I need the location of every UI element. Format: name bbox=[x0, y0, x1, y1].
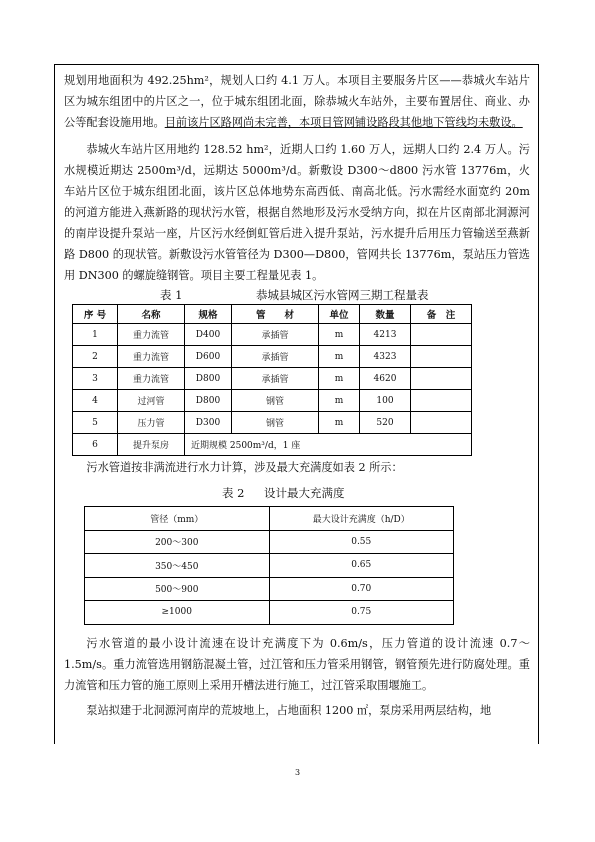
table1-row bbox=[73, 412, 472, 434]
table1-cell: 压力管 bbox=[118, 412, 185, 434]
table1-cell: 100 bbox=[360, 390, 411, 412]
intro-text: 规划用地面积为 492.25hm²，规划人口约 4.1 万人。本项目主要服务片区——恭城火车站片区为城东组团中的片区之一，位于城东组团北面，除恭城火车站外，主要布置居住、商业、办公等配套设施用地。 bbox=[64, 74, 530, 129]
table1-cell: 4620 bbox=[360, 368, 411, 390]
table1-header: 备 注 bbox=[411, 305, 472, 324]
table1-cell bbox=[411, 346, 472, 368]
table1-cell: D300 bbox=[185, 412, 232, 434]
table1-header: 管 材 bbox=[232, 305, 319, 324]
table1-cell: 重力流管 bbox=[118, 324, 185, 346]
table2-cell: 0.65 bbox=[269, 554, 454, 578]
table2-row bbox=[85, 530, 454, 554]
table1-cell: 5 bbox=[73, 412, 118, 434]
table1-cell: 4323 bbox=[360, 346, 411, 368]
table1-cell bbox=[411, 412, 472, 434]
table1-cell: 520 bbox=[360, 412, 411, 434]
table1-row bbox=[73, 346, 472, 368]
table1-cell: D800 bbox=[185, 368, 232, 390]
table1-row bbox=[73, 324, 472, 346]
paragraph-5: 泵站拟建于北洞源河南岸的荒坡地上，占地面积 1200 ㎡，泵房采用两层结构，地 bbox=[86, 703, 492, 717]
intro-paragraph bbox=[64, 70, 530, 133]
table2-cell: 0.70 bbox=[269, 577, 454, 601]
table2-header: 管径（mm） bbox=[85, 507, 270, 531]
table1-cell bbox=[411, 324, 472, 346]
table1-cell: m bbox=[319, 368, 360, 390]
table1-cell bbox=[411, 390, 472, 412]
table1-cell: 过河管 bbox=[118, 390, 185, 412]
table1-header: 名称 bbox=[118, 305, 185, 324]
table1-row bbox=[73, 390, 472, 412]
table1-cell: 4213 bbox=[360, 324, 411, 346]
table1-cell: 承插管 bbox=[232, 324, 319, 346]
table2-cell: 0.55 bbox=[269, 530, 454, 554]
table1-cell: 钢管 bbox=[232, 390, 319, 412]
table2-row bbox=[85, 577, 454, 601]
table1-cell: 承插管 bbox=[232, 346, 319, 368]
table1-cell: m bbox=[319, 346, 360, 368]
table2-cell: 200～300 bbox=[85, 530, 270, 554]
table1-cell: 2 bbox=[73, 346, 118, 368]
table1-cell: m bbox=[319, 412, 360, 434]
table1-cell: 近期规模 2500m³/d，1 座 bbox=[185, 434, 472, 456]
table1-cell: 1 bbox=[73, 324, 118, 346]
table2-caption-no: 表 2 bbox=[222, 486, 245, 500]
table1-cell: 4 bbox=[73, 390, 118, 412]
table1-caption bbox=[64, 286, 530, 304]
table1-row bbox=[73, 434, 472, 456]
intro-underlined-text: 目前该片区路网尚未完善，本项目管网铺设路段其他地下管线均未敷设。 bbox=[164, 116, 523, 129]
table1-cell: 3 bbox=[73, 368, 118, 390]
table2-row bbox=[85, 601, 454, 625]
table2-cell: 500～900 bbox=[85, 577, 270, 601]
table1-cell: m bbox=[319, 390, 360, 412]
paragraph-2: 恭城火车站片区用地约 128.52 hm²，近期人口约 1.60 万人，远期人口约 2.4 万人。污水规模近期达 2500m³/d，远期达 5000m³/d。新敷设 D300～d800 污水管 13776m，火车站片区位于城东组团北面，该片区总体地势东高西低、南高北低。污水需经水面宽约 20m 的河道方能进入燕新路的现状污水管，根据自然地形及污水受纳方向，拟在片区南部北洞源河的南岸设提升泵站一座，片区污水经倒虹管后进入提升泵站，污水提升后用压力管输送至燕新路 D800 的现状管。新敷设污水管管径为 D300—D800，管网共长 13776m，泵站压力管选用 DN300 的螺旋缝钢管。项目主要工程量见表 1。 bbox=[64, 143, 530, 282]
table2-header-row bbox=[85, 507, 454, 531]
table1-cell bbox=[411, 368, 472, 390]
paragraph-3: 污水管道按非满流进行水力计算，涉及最大充满度如表 2 所示： bbox=[86, 461, 403, 474]
table2-cell: ≥1000 bbox=[85, 601, 270, 625]
table2-header: 最大设计充满度（h/D） bbox=[269, 507, 454, 531]
table2-cell: 350～450 bbox=[85, 554, 270, 578]
page-number: 3 bbox=[294, 768, 301, 777]
table2-row bbox=[85, 554, 454, 578]
table2-caption-title: 设计最大充满度 bbox=[264, 486, 345, 500]
table1-cell: D400 bbox=[185, 324, 232, 346]
table1-cell: 钢管 bbox=[232, 412, 319, 434]
table1-cell: 重力流管 bbox=[118, 368, 185, 390]
table1-cell: m bbox=[319, 324, 360, 346]
table1-cell: D800 bbox=[185, 390, 232, 412]
table1-cell: 承插管 bbox=[232, 368, 319, 390]
table1-cell: D600 bbox=[185, 346, 232, 368]
table1-header: 单位 bbox=[319, 305, 360, 324]
document-body bbox=[64, 70, 530, 721]
table1-header-row bbox=[73, 305, 472, 324]
table1-row bbox=[73, 368, 472, 390]
table1-caption-no: 表 1 bbox=[160, 288, 183, 302]
table1-header: 数量 bbox=[360, 305, 411, 324]
table1-cell: 6 bbox=[73, 434, 118, 456]
table1-cell: 重力流管 bbox=[118, 346, 185, 368]
table1-cell: 提升泵房 bbox=[118, 434, 185, 456]
table1-header: 规格 bbox=[185, 305, 232, 324]
table1 bbox=[72, 304, 472, 456]
paragraph-4: 污水管道的最小设计流速在设计充满度下为 0.6m/s，压力管道的设计流速 0.7～1.5m/s。重力流管选用钢筋混凝土管，过江管和压力管采用钢管，钢管预先进行防腐处理。重力流管和压力管的施工原则上采用开槽法进行施工，过江管采取围堰施工。 bbox=[64, 636, 530, 692]
table2-caption bbox=[64, 484, 530, 504]
table2 bbox=[84, 506, 454, 625]
table1-caption-title: 恭城县城区污水管网三期工程量表 bbox=[256, 288, 429, 302]
table1-header: 序 号 bbox=[73, 305, 118, 324]
table2-cell: 0.75 bbox=[269, 601, 454, 625]
